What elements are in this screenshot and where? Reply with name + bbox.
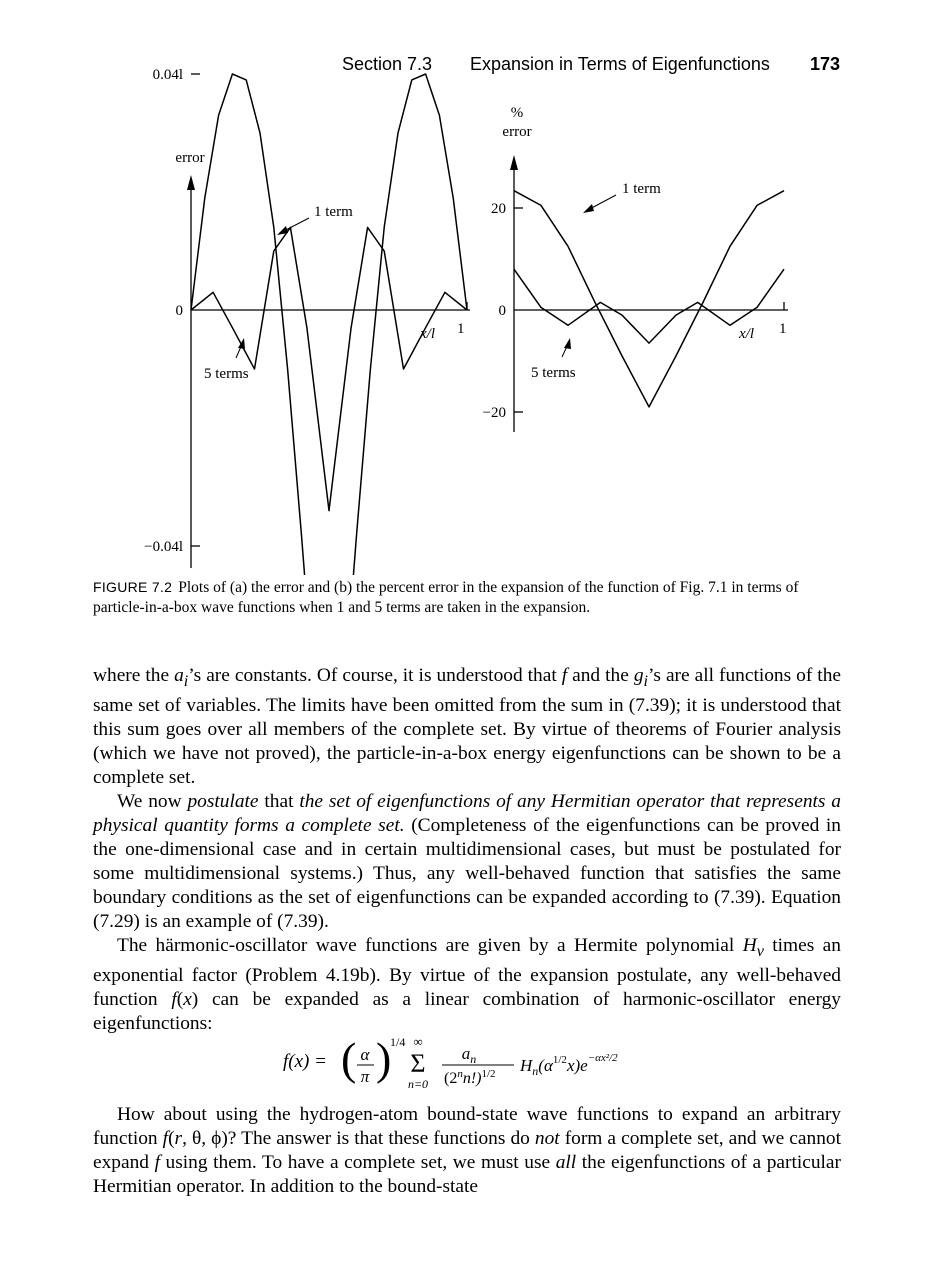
text-run: ’s are all functions of the same set of variables. The limits have been omitted from the sum in (7.39); it is understood that this sum goes over all members of the complete set. By virtue of theorems of Fourier analysis (which we have not proved), the particle-in-a-box energy eigenfunctions can be shown to be a complete set.: [93, 665, 841, 788]
panel-a-y-arrow: [187, 175, 195, 190]
text-run: (: [176, 988, 184, 1010]
equation-right-paren: ): [376, 1033, 392, 1084]
caption-label: FIGURE 7.2: [93, 579, 173, 595]
text-run: and the: [567, 665, 634, 686]
body-text-lower: [93, 1103, 841, 1199]
caption-text: Plots of (a) the error and (b) the percent error in the expansion of the function of Fig. 7.1 in terms of particle-in-a-box wave functions when 1 and 5 terms are taken in the expansion.: [93, 579, 799, 616]
equation-numerator: [462, 1044, 477, 1066]
equation-expansion: [0, 1030, 932, 1090]
equation-numerator-a: a: [461, 1044, 471, 1063]
equation-h-arg-a: (α: [538, 1056, 553, 1075]
panel-a-series-1-term: [191, 74, 467, 575]
panel-b-annotation-1-term: 1 term: [622, 181, 661, 197]
text-run: f: [162, 1128, 169, 1149]
panel-a-error-plot: [144, 67, 470, 575]
panel-b-y-arrow: [510, 155, 518, 170]
panel-a-annotation-5-terms: 5 terms: [204, 366, 249, 382]
equation-sum-upper: ∞: [413, 1034, 423, 1049]
text-run: , θ, ϕ)? The answer is that these functions do: [182, 1128, 535, 1149]
equation-sum-lower: n=0: [407, 1077, 429, 1090]
panel-b-y-label-error: error: [502, 124, 532, 140]
panel-a-x-end-label: 1: [457, 321, 465, 337]
text-run: i: [183, 672, 189, 690]
panel-b-y-tick-label: 20: [491, 201, 506, 217]
panel-b-annotation-5-terms: 5 terms: [531, 365, 576, 381]
equation-den-b: n: [457, 1068, 463, 1080]
panel-b-y-tick-label: 0: [498, 303, 506, 319]
text-run: (Completeness of the eigenfunctions can be proved in the one-dimensional case and in certain multidimensional cases, but must be postulated for some multidimensional systems.) Thus, any well-behaved function that satisfies the same boundary conditions as the set of eigenfunctions can be expanded according to (7.39). Equation (7.29) is an example of (7.39).: [93, 814, 841, 932]
text-run: x: [183, 988, 192, 1010]
text-run: H: [742, 934, 757, 956]
panel-a-y-tick-label: 0.04l: [152, 67, 183, 83]
equation-h-arg-c: x)e: [566, 1056, 588, 1075]
equation-pi: π: [360, 1067, 370, 1086]
header-title: Expansion in Terms of Eigenfunctions: [470, 54, 770, 74]
paragraph-1: [93, 664, 841, 790]
text-run: ’s are constants. Of course, it is understood that: [188, 665, 562, 686]
text-run: (: [168, 1128, 175, 1149]
text-run: a: [174, 665, 184, 686]
text-run: g: [633, 665, 644, 686]
text-run: f: [561, 665, 568, 686]
panel-b-percent-error-plot: [483, 105, 788, 432]
equation-h-arg-b: 1/2: [552, 1054, 567, 1066]
equation-lhs: f(x) =: [283, 1051, 327, 1072]
equation-den-d: 1/2: [481, 1068, 496, 1080]
text-run: form a complete set, and we cannot expand: [93, 1128, 841, 1173]
text-run: r: [174, 1128, 183, 1149]
page-number: 173: [810, 54, 841, 74]
section-label: Section 7.3: [342, 54, 433, 74]
panel-b-y-tick-label: −20: [482, 405, 506, 421]
panel-b-y-label-percent: %: [510, 105, 524, 121]
panel-b-x-label: x/l: [739, 326, 754, 342]
text-run: where the: [93, 665, 175, 686]
text-run: that: [258, 790, 300, 812]
panel-a-annotation-1-term: 1 term: [314, 204, 353, 220]
text-run: f: [171, 988, 177, 1010]
paragraph-3: [93, 934, 841, 1036]
text-run: f: [154, 1152, 160, 1173]
text-run: all: [555, 1152, 577, 1173]
panel-a-y-tick-label: −0.04l: [144, 539, 183, 555]
paragraph-4: [93, 1103, 841, 1199]
equation-den-c: n!): [462, 1070, 482, 1087]
text-run: The härmonic-oscillator wave functions are given by a Hermite polynomial: [117, 934, 743, 956]
equation-denominator: [444, 1068, 496, 1087]
equation-h-sub: n: [532, 1064, 539, 1078]
panel-b-pointer-5-terms-head: [564, 338, 571, 349]
text-run: not: [534, 1128, 560, 1149]
equation-exponent: −αx²/2: [587, 1052, 618, 1064]
equation-power: 1/4: [390, 1035, 406, 1049]
equation-sigma: Σ: [410, 1049, 426, 1078]
paragraph-2: [93, 790, 841, 934]
figure-caption: [93, 577, 841, 618]
panel-b-pointer-1-term-head: [583, 204, 594, 213]
equation-alpha: α: [360, 1045, 370, 1064]
panel-a-x-label: x/l: [420, 326, 435, 342]
body-text-upper: [93, 664, 841, 1036]
text-run: using them. To have a complete set, we must use: [159, 1152, 556, 1173]
text-run: We now: [117, 790, 188, 812]
figure-7-2: [0, 0, 932, 575]
text-run: How about using the hydrogen-atom bound-state wave functions to expand an arbitrary function: [93, 1104, 841, 1149]
panel-a-y-label: error: [175, 150, 205, 166]
equation-hermite: [519, 1052, 618, 1078]
text-run: postulate: [187, 790, 259, 812]
equation-numerator-sub: n: [470, 1052, 477, 1066]
text-run: the set of eigenfunctions of any Hermitian operator that represents a physical quantity forms a complete set.: [93, 790, 841, 836]
text-run: v: [756, 942, 764, 960]
text-run: the eigenfunctions of a particular Hermitian operator. In addition to the bound-state: [93, 1152, 841, 1197]
panel-b-x-end-label: 1: [779, 321, 787, 337]
equation-h: H: [520, 1056, 533, 1075]
text-run: i: [643, 672, 649, 690]
text-run: times an exponential factor (Problem 4.19b). By virtue of the expansion postulate, any well-behaved function: [93, 934, 841, 1010]
equation-left-paren: (: [341, 1033, 357, 1084]
panel-a-y-tick-label: 0: [175, 303, 183, 319]
equation-den-a: (2: [444, 1070, 458, 1087]
text-run: ) can be expanded as a linear combination of harmonic-oscillator energy eigenfunctions:: [93, 988, 842, 1034]
